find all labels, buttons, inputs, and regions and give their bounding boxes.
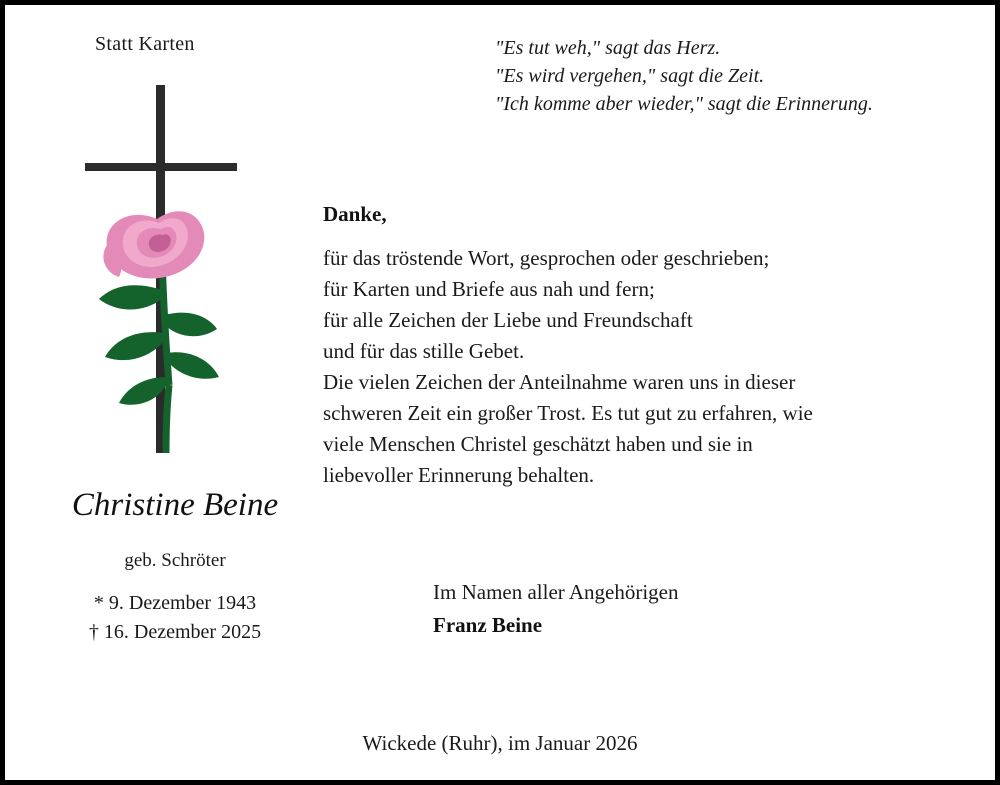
- deceased-name: Christine Beine: [71, 487, 279, 523]
- thanks-line-4: und für das stille Gebet.: [323, 339, 525, 363]
- card-inner: [5, 5, 995, 780]
- thanks-line-1: für das tröstende Wort, gesprochen oder geschrieben;: [323, 246, 770, 270]
- footer-location-date: Wickede (Ruhr), im Januar 2026: [362, 731, 638, 755]
- deceased-maiden-name: geb. Schröter: [124, 550, 226, 571]
- thanks-line-8: liebevoller Erinnerung behalten.: [323, 463, 595, 487]
- death-date: † 16. Dezember 2025: [88, 621, 262, 643]
- behalf-name: Franz Beine: [433, 613, 543, 637]
- quote-line-2: "Es wird vergehen," sagt die Zeit.: [495, 65, 765, 87]
- thanks-line-3: für alle Zeichen der Liebe und Freundschaft: [323, 308, 693, 332]
- thanks-line-6: schweren Zeit ein großer Trost. Es tut gut zu erfahren, wie: [323, 401, 813, 425]
- thanks-line-5: Die vielen Zeichen der Anteilnahme waren uns in dieser: [323, 370, 796, 394]
- birth-date: * 9. Dezember 1943: [93, 592, 257, 614]
- statt-karten-label: Statt Karten: [95, 33, 195, 55]
- thanks-line-7: viele Menschen Christel geschätzt haben und sie in: [323, 432, 753, 456]
- quote-block: [495, 34, 873, 118]
- quote-line-1: "Es tut weh," sagt das Herz.: [495, 37, 721, 59]
- thanks-body: [323, 243, 983, 491]
- quote-line-3: "Ich komme aber wieder," sagt die Erinnerung.: [495, 93, 873, 115]
- thanks-line-2: für Karten und Briefe aus nah und fern;: [323, 277, 655, 301]
- behalf-line: Im Namen aller Angehörigen: [433, 580, 679, 604]
- thanks-title: Danke,: [323, 202, 387, 226]
- cross-with-rose-icon: [65, 85, 285, 465]
